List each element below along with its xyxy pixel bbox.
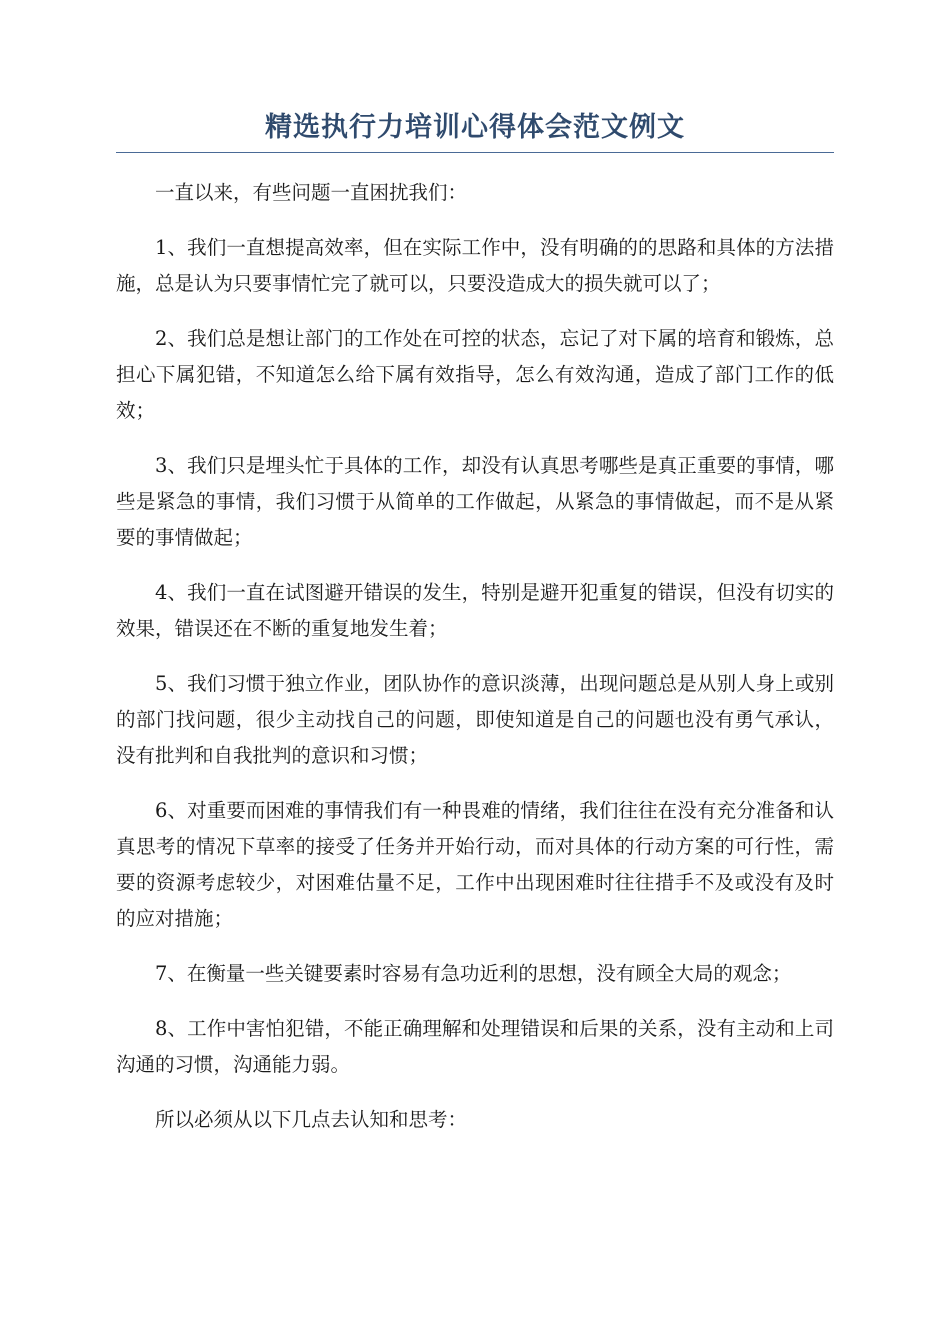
paragraph-item-6: 6、对重要而困难的事情我们有一种畏难的情绪，我们往往在没有充分准备和认真思考的情况下草率的接受了任务并开始行动，而对具体的行动方案的可行性，需要的资源考虑较少，对困难估量不足，工作中出现困难时往往措手不及或没有及时的应对措施； — [116, 799, 834, 930]
paragraph-item-7: 7、在衡量一些关键要素时容易有急功近利的思想，没有顾全大局的观念； — [155, 962, 792, 985]
document-title: 精选执行力培训心得体会范文例文 — [265, 112, 685, 143]
paragraph-item-8: 8、工作中害怕犯错，不能正确理解和处理错误和后果的关系，没有主动和上司沟通的习惯，沟通能力弱。 — [116, 1017, 834, 1076]
document-body — [116, 175, 834, 1138]
paragraph-item-2: 2、我们总是想让部门的工作处在可控的状态，忘记了对下属的培育和锻炼，总担心下属犯错，不知道怎么给下属有效指导，怎么有效沟通，造成了部门工作的低效； — [116, 327, 834, 422]
paragraph-item-5: 5、我们习惯于独立作业，团队协作的意识淡薄，出现问题总是从别人身上或别的部门找问题，很少主动找自己的问题，即使知道是自己的问题也没有勇气承认，没有批判和自我批判的意识和习惯； — [116, 672, 834, 767]
paragraph-item-3: 3、我们只是埋头忙于具体的工作，却没有认真思考哪些是真正重要的事情，哪些是紧急的事情，我们习惯于从简单的工作做起，从紧急的事情做起，而不是从紧要的事情做起； — [116, 454, 834, 549]
document-page — [116, 108, 834, 1157]
paragraph-conclusion: 所以必须从以下几点去认知和思考： — [155, 1108, 468, 1131]
paragraph-item-1: 1、我们一直想提高效率，但在实际工作中，没有明确的的思路和具体的方法措施，总是认为只要事情忙完了就可以，只要没造成大的损失就可以了； — [116, 236, 834, 295]
paragraph-item-4: 4、我们一直在试图避开错误的发生，特别是避开犯重复的错误，但没有切实的效果，错误还在不断的重复地发生着； — [116, 581, 834, 640]
paragraph-intro: 一直以来，有些问题一直困扰我们： — [155, 181, 468, 204]
title-underline — [116, 152, 834, 153]
